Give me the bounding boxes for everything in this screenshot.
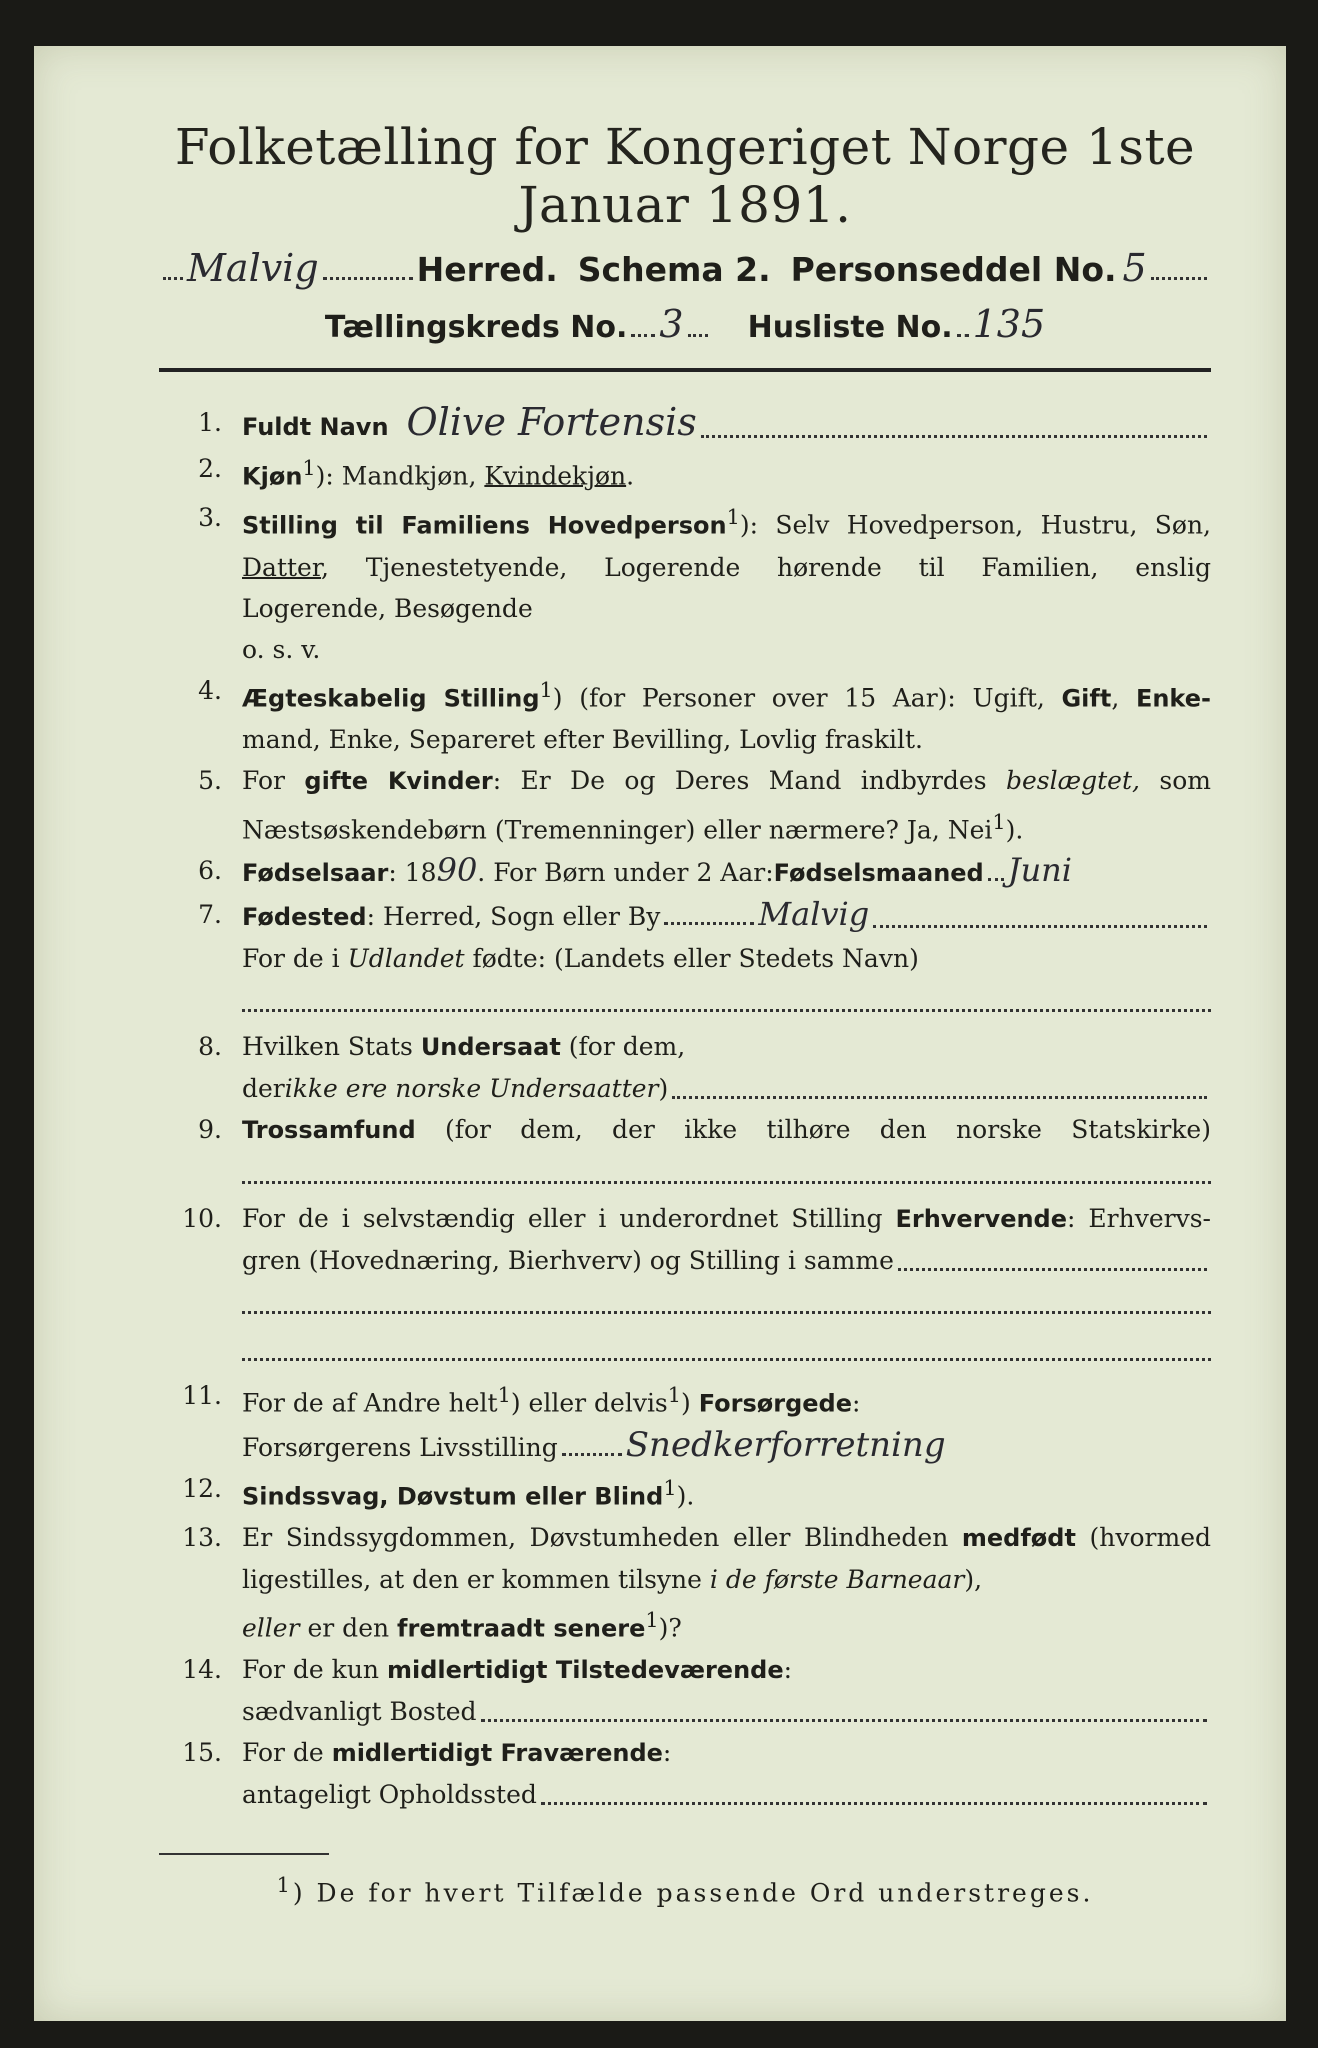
blank-line — [242, 1281, 1211, 1314]
question-15: 15. For de midlertidigt Fraværende: antageligt Opholdssted — [159, 1732, 1211, 1815]
kreds-value: 3 — [659, 302, 684, 346]
provider-occupation-value: Snedkerforretning — [625, 1424, 946, 1465]
header-line-kreds — [159, 302, 1211, 346]
question-7: 7. Fødested : Herred, Sogn eller By Malvig For de i Udlandet fødte: (Landets eller Stedets Navn) — [159, 894, 1211, 1026]
form-content — [159, 118, 1211, 1908]
blank-line — [242, 1328, 1211, 1361]
question-4: 4. Ægteskabelig Stilling$^1$) (for Personer over 15 Aar): Ugift, Gift, Enke- mand, Enke, Separeret efter Bevilling, Lovlig fraskilt. — [198, 675, 1211, 754]
personseddel-value: 5 — [1122, 246, 1147, 290]
footnote-divider — [159, 1853, 329, 1855]
header-divider — [159, 368, 1211, 372]
full-name-label: Fuldt Navn — [242, 413, 389, 441]
question-12: 12. Sindssvag, Døvstum eller Blind$^1$). — [182, 1473, 695, 1510]
question-9: 9. Trossamfund (for dem, der ikke tilhøre den norske Statskirke) — [159, 1109, 1211, 1198]
schema-label: Schema 2. — [577, 250, 771, 289]
question-list — [159, 402, 1211, 1815]
blank-line — [242, 979, 1211, 1012]
question-14: 14. For de kun midlertidigt Tilstedeværende: sædvanligt Bosted — [159, 1649, 1211, 1732]
question-10: 10. For de i selvstændig eller i underordnet Stilling Erhvervende: Erhvervs- gren (Hovednæring, Bierhverv) og Stilling i samme — [159, 1198, 1211, 1375]
header-line-herred — [159, 246, 1211, 290]
question-6: 6. Fødselsaar : 18 90 . For Børn under 2 Aar: Fødselsmaaned Juni — [198, 851, 1073, 890]
birthplace-value: Malvig — [758, 895, 870, 934]
question-5: 5. For gifte Kvinder: Er De og Deres Mand indbyrdes beslægtet, som Næstsøskendebørn (Tremenninger) eller nærmere? Ja, Nei$^1$). — [198, 765, 1211, 845]
birth-year-value: 90 — [436, 851, 478, 890]
question-11: 11. For de af Andre helt$^1$) eller delvis$^1$) Forsørgede: Forsørgerens Livsstilling Snedkerforretning — [182, 1381, 946, 1465]
form-title: Folketælling for Kongeriget Norge 1ste Januar 1891. — [174, 118, 1196, 234]
full-name-value: Olive Fortensis — [406, 400, 697, 444]
herred-value: Malvig — [187, 246, 319, 290]
birth-month-value: Juni — [1007, 851, 1073, 890]
position-selected: Datter — [242, 552, 322, 582]
blank-line — [242, 1151, 1211, 1184]
husliste-value: 135 — [972, 302, 1046, 346]
footnote: $^1$) De for hvert Tilfælde passende Ord understreges. — [276, 1873, 1094, 1908]
question-3: 3. Stilling til Familiens Hovedperson$^1$): Selv Hovedperson, Hustru, Søn, Datter, Tjenestetyende, Logerende hørende til Familien, enslig Logerende, Besøgende o. s. v. — [198, 503, 1211, 664]
question-1: 1. Fuldt Navn Olive Fortensis — [159, 402, 1211, 448]
sex-selected: Kvindekjøn — [484, 461, 627, 491]
husliste-label: Husliste No. — [747, 310, 953, 345]
herred-label: Herred. — [416, 250, 558, 289]
census-form-sheet — [34, 46, 1286, 2021]
sex-label: Kjøn — [242, 462, 303, 491]
question-8: 8. Hvilken Stats Undersaat (for dem, der ikke ere norske Undersaatter ) — [159, 1026, 1211, 1109]
personseddel-label: Personseddel No. — [790, 250, 1117, 289]
question-2: 2. Kjøn$^1$): Mandkjøn, Kvindekjøn. — [198, 454, 635, 491]
question-13: 13. Er Sindssygdommen, Døvstumheden eller Blindheden medfødt (hvormed ligestilles, at den er kommen tilsyne i de første Barneaar), eller er den fremtraadt senere$^1$)? — [182, 1522, 1211, 1643]
kreds-label: Tællingskreds No. — [324, 310, 628, 345]
